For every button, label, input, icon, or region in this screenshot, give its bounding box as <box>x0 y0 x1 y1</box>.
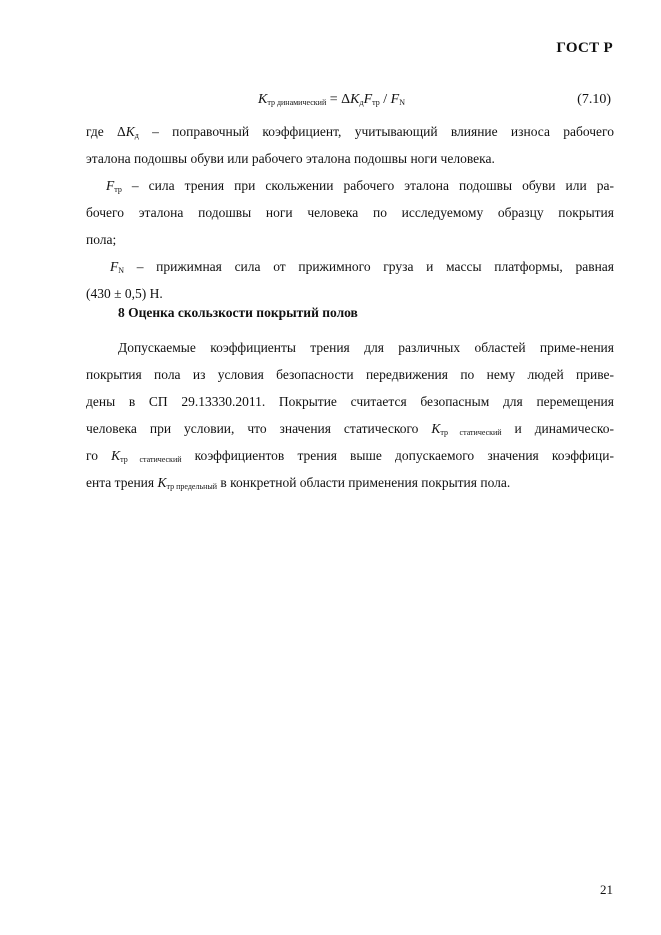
formula-equals: = Δ <box>326 92 351 107</box>
definition-f-tr-line2: бочего эталона подошвы ноги человека по исследуемому образцу покрытия <box>86 205 614 220</box>
section-heading: 8 Оценка скользкости покрытий полов <box>118 305 358 320</box>
formula-den-symbol: F <box>390 92 400 107</box>
formula-mult-symbol: F <box>363 92 373 107</box>
section-line5-b: коэффициентов трения выше допускаемого значения коэффици- <box>181 448 614 463</box>
formula-den-subscript: N <box>399 98 405 107</box>
section-line2: покрытия пола из условия безопасности передвижения по нему людей приве- <box>86 367 614 382</box>
f-n-subscript: N <box>118 266 125 275</box>
k-dyn-symbol: K <box>111 448 121 463</box>
formula-7-10 <box>258 92 405 108</box>
k-dyn-subscript: тр статический <box>120 455 182 464</box>
definition-delta-k-line2: эталона подошвы обуви или рабочего эталона подошвы ноги человека. <box>86 151 495 166</box>
k-lim-symbol: K <box>157 475 167 490</box>
formula-number: (7.10) <box>577 92 611 107</box>
delta-prefix: Δ <box>117 124 126 139</box>
delta-k-text: – поправочный коэффициент, учитывающий влияние износа рабочего <box>138 124 614 139</box>
definition-f-n-line2: (430 ± 0,5) Н. <box>86 286 163 301</box>
section-line6-a: ента трения <box>86 475 158 490</box>
where-word: где <box>86 124 118 139</box>
formula-delta-subscript: д <box>359 98 364 107</box>
definition-f-tr-line3: пола; <box>86 232 117 247</box>
f-n-symbol: F <box>110 259 119 274</box>
f-tr-text: – сила трения при скольжении рабочего эталона подошвы обуви или ра- <box>121 178 614 193</box>
f-tr-subscript: тр <box>114 185 122 194</box>
document-code-header: ГОСТ Р <box>556 40 613 56</box>
k-lim-subscript: тр предельный <box>166 482 218 491</box>
section-line1: Допускаемые коэффициенты трения для различных областей приме-нения <box>118 340 614 355</box>
section-line3: дены в СП 29.13330.2011. Покрытие считается безопасным для перемещения <box>86 394 614 409</box>
formula-delta-symbol: K <box>350 92 360 107</box>
section-line5-a: го <box>86 448 112 463</box>
formula-lhs-symbol: K <box>258 92 268 107</box>
f-tr-symbol: F <box>106 178 115 193</box>
section-line6-b: в конкретной области применения покрытия пола. <box>217 475 511 490</box>
section-line4-b: и динамическо- <box>501 421 614 436</box>
formula-divide: / <box>379 92 391 107</box>
formula-lhs-subscript: тр динамический <box>267 98 327 107</box>
page-number: 21 <box>600 882 613 897</box>
k-static-symbol: K <box>431 421 441 436</box>
f-n-text: – прижимная сила от прижимного груза и массы платформы, равная <box>124 259 614 274</box>
delta-k-symbol: K <box>125 124 135 139</box>
delta-k-subscript: д <box>134 131 139 140</box>
section-line6 <box>86 469 614 500</box>
section-line4-a: человека при условии, что значения статического <box>86 421 432 436</box>
formula-mult-subscript: тр <box>372 98 380 107</box>
k-static-subscript: тр статический <box>440 428 502 437</box>
